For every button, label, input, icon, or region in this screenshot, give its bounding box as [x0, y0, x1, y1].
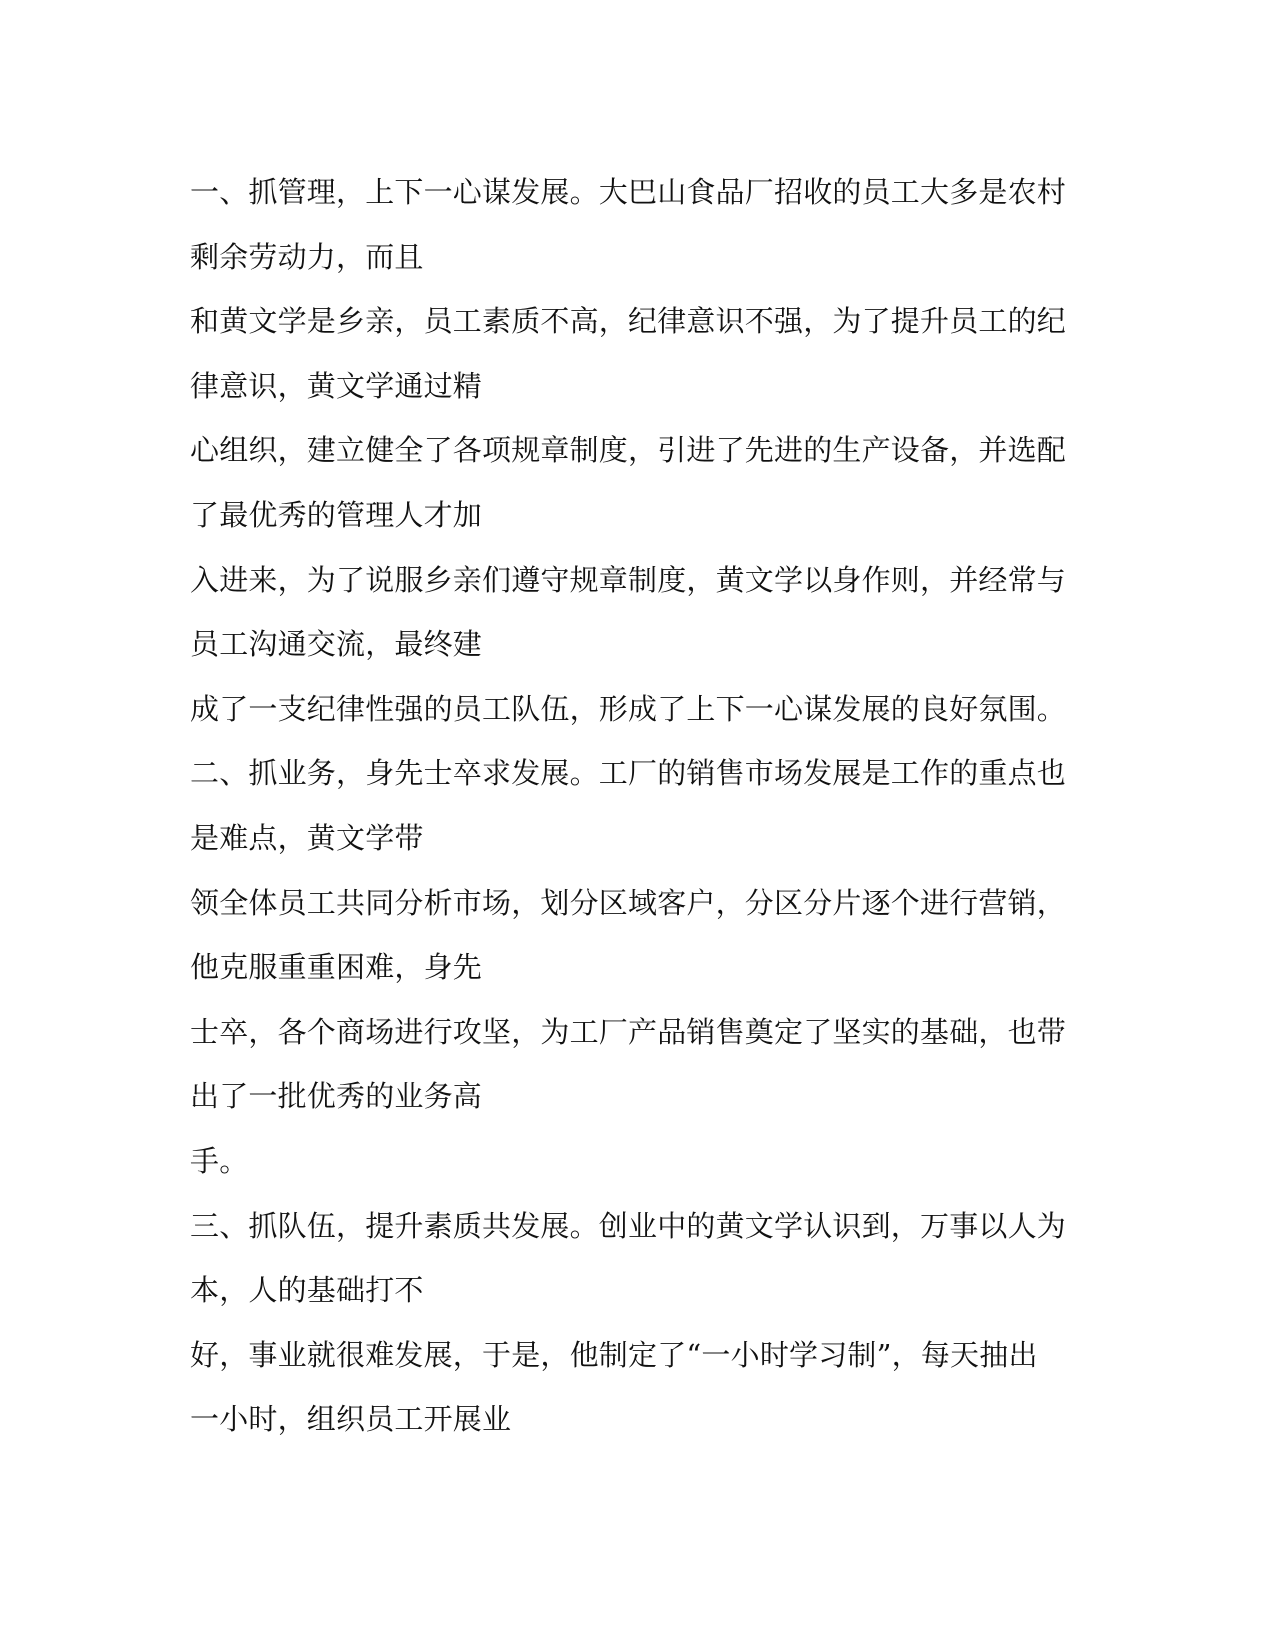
- text-line: 出了一批优秀的业务高: [190, 1079, 483, 1114]
- text-line: 员工沟通交流，最终建: [190, 627, 483, 662]
- text-line: 心组织，建立健全了各项规章制度，引进了先进的生产设备，并选配: [190, 433, 1067, 468]
- body-text: [190, 160, 1070, 1452]
- text-line: 和黄文学是乡亲，员工素质不高，纪律意识不强，为了提升员工的纪: [190, 304, 1067, 339]
- text-line: 是难点，黄文学带: [190, 820, 424, 855]
- text-line: 他克服重重困难，身先: [190, 950, 483, 985]
- text-line: 二、抓业务，身先士卒求发展。工厂的销售市场发展是工作的重点也: [190, 756, 1067, 791]
- text-line: 本，人的基础打不: [190, 1273, 424, 1308]
- text-line: 剩余劳动力，而且: [190, 239, 424, 274]
- text-line: 士卒，各个商场进行攻坚，为工厂产品销售奠定了坚实的基础，也带: [190, 1014, 1067, 1049]
- text-line: 一、抓管理，上下一心谋发展。大巴山食品厂招收的员工大多是农村: [190, 175, 1067, 209]
- text-line: 好，事业就很难发展，于是，他制定了“一小时学习制”，每天抽出: [190, 1337, 1038, 1372]
- text-line: 成了一支纪律性强的员工队伍，形成了上下一心谋发展的良好氛围。: [190, 691, 1067, 726]
- text-line: 领全体员工共同分析市场，划分区域客户，分区分片逐个进行营销，: [190, 885, 1067, 920]
- text-line: 律意识，黄文学通过精: [190, 368, 483, 403]
- text-line: 三、抓队伍，提升素质共发展。创业中的黄文学认识到，万事以人为: [190, 1208, 1067, 1243]
- text-line: 手。: [190, 1143, 249, 1178]
- text-line: 了最优秀的管理人才加: [190, 497, 483, 532]
- text-line: 一小时，组织员工开展业: [190, 1402, 512, 1437]
- text-line: 入进来，为了说服乡亲们遵守规章制度，黄文学以身作则，并经常与: [190, 562, 1067, 597]
